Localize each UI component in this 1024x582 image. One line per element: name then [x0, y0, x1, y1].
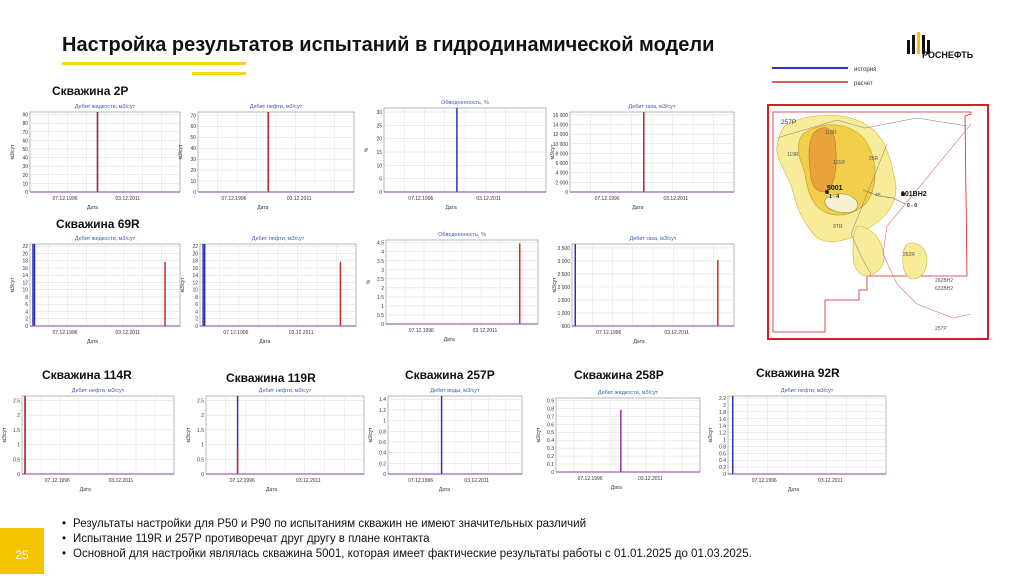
y-tick-label: 0.8 [547, 406, 554, 413]
y-tick-label: 2.5 [197, 398, 204, 405]
y-tick-label: 10 [376, 163, 382, 170]
logo-text: РОСНЕФТЬ [922, 50, 974, 60]
x-tick-label: 07.12.1996 [596, 330, 622, 336]
y-tick-label: 0.7 [547, 414, 554, 421]
chart-92r-oil-rate [706, 384, 890, 496]
y-tick-label: 90 [22, 112, 28, 119]
legend-history-label: история [854, 67, 877, 73]
y-tick-label: 0 [381, 322, 384, 328]
chart-title: Дебит газа, м3/сут [629, 236, 677, 242]
y-tick-label: 3 [381, 267, 384, 274]
y-tick-label: 3.5 [377, 258, 384, 265]
y-tick-label: 0.4 [547, 438, 554, 445]
x-tick-label: 03.12.2011 [464, 478, 490, 484]
x-axis-label: Дата [632, 205, 644, 211]
chart-title: Обводненность, % [441, 100, 489, 106]
reservoir-map [767, 104, 989, 340]
y-tick-label: 70 [22, 129, 28, 136]
x-tick-label: 07.12.1996 [229, 478, 255, 484]
y-tick-label: 0 [25, 324, 28, 330]
y-tick-label: 2.2 [719, 396, 726, 403]
y-tick-label: 60 [190, 124, 196, 131]
y-tick-label: 15 [376, 150, 382, 156]
y-tick-label: 14 000 [552, 122, 568, 129]
y-tick-label: 1 [381, 303, 384, 310]
legend-calc-label: расчет [854, 81, 873, 87]
y-tick-label: 12 [192, 280, 198, 287]
y-axis-label: м3/сут [10, 277, 16, 293]
y-tick-label: 4 000 [555, 170, 568, 177]
chart-69r-oil-rate [178, 232, 360, 348]
y-tick-label: 1.2 [379, 407, 386, 414]
y-tick-label: 6 [25, 302, 28, 309]
y-tick-label: 4 [25, 309, 28, 316]
chart-title: Дебит воды, м3/сут [430, 388, 480, 394]
chart-title: Дебит нефти, м3/сут [258, 388, 312, 394]
y-tick-label: 1.6 [719, 416, 726, 423]
chart-title: Дебит нефти, м3/сут [780, 388, 834, 394]
y-tick-label: 2.5 [13, 398, 20, 405]
map-label-633bn2: 633ВН2 [935, 286, 954, 292]
y-tick-label: 0 [565, 190, 568, 196]
y-tick-label: 600 [561, 324, 570, 330]
x-tick-label: 03.12.2011 [476, 196, 501, 202]
y-tick-label: 0.2 [719, 465, 726, 472]
x-tick-label: 03.12.2011 [818, 478, 843, 484]
bullet-item: • Результаты настройки для Р50 и Р90 по испытаниям скважин не имеют значительных различий [62, 518, 586, 530]
y-tick-label: 1 [201, 442, 204, 449]
y-tick-label: 2 [195, 316, 198, 323]
y-tick-label: 10 [22, 181, 28, 188]
x-tick-label: 03.12.2011 [115, 196, 141, 202]
x-tick-label: 07.12.1996 [751, 478, 777, 484]
y-tick-label: 0 [195, 324, 198, 330]
y-tick-label: 18 [192, 258, 198, 265]
y-tick-label: 14 [22, 273, 28, 280]
y-tick-label: 1.4 [379, 397, 386, 404]
y-axis-label: % [366, 279, 372, 285]
y-axis-label: м3/сут [536, 427, 542, 443]
x-tick-label: 03.12.2011 [638, 476, 663, 482]
x-axis-label: Дата [610, 485, 622, 491]
y-tick-label: 1.5 [377, 294, 384, 301]
y-tick-label: 1.4 [719, 423, 726, 430]
bullet-item: • Основной для настройки являлась скважина 5001, которая имеет фактические результаты работы с 01.01.2025 до 01.03.2025. [62, 548, 752, 560]
y-tick-label: 1.8 [719, 409, 726, 416]
y-tick-label: 30 [376, 110, 382, 116]
y-tick-label: 10 [190, 179, 196, 186]
y-tick-label: 2 [723, 402, 726, 409]
y-tick-label: 0 [723, 472, 726, 478]
y-tick-label: 8 [195, 294, 198, 301]
y-axis-label: м3/сут [180, 277, 186, 293]
map-label-257p-top: 257P [781, 119, 797, 126]
y-tick-label: 20 [22, 172, 28, 179]
well-label-257p: Скважина 257Р [405, 368, 495, 382]
y-tick-label: 20 [190, 168, 196, 175]
map-label-101bn2: 101ВН2 [901, 191, 927, 198]
y-tick-label: 60 [22, 138, 28, 145]
y-tick-label: 0.1 [547, 462, 554, 469]
x-tick-label: 03.12.2011 [663, 196, 689, 202]
y-axis-label: м3/сут [552, 277, 558, 293]
chart-69r-gas-rate [550, 232, 738, 348]
x-tick-label: 07.12.1996 [223, 330, 249, 336]
y-tick-label: 8 000 [555, 151, 568, 158]
x-tick-label: 03.12.2011 [115, 330, 141, 336]
x-tick-label: 07.12.1996 [577, 476, 603, 482]
bullet-item: • Испытание 119R и 257Р противоречат друг другу в плане контакта [62, 533, 429, 545]
y-tick-label: 12 000 [552, 132, 568, 139]
y-tick-label: 30 [22, 164, 28, 171]
y-tick-label: 4 [381, 249, 384, 256]
y-tick-label: 1 [383, 418, 386, 425]
y-axis-label: м3/сут [2, 427, 8, 443]
page-title: Настройка результатов испытаний в гидродинамической модели [62, 34, 715, 56]
chart-title: Дебит нефти, м3/сут [249, 104, 303, 110]
map-label-9r: 9TR [833, 224, 843, 230]
y-tick-label: 20 [192, 251, 198, 258]
y-tick-label: 3 000 [557, 258, 570, 265]
map-label-119r: 119R [787, 152, 799, 158]
y-tick-label: 2 [201, 413, 204, 420]
x-tick-label: 07.12.1996 [52, 196, 78, 202]
y-tick-label: 0 [25, 190, 28, 196]
y-tick-label: 0 [379, 190, 382, 196]
chart-2p-gas-rate [548, 100, 738, 214]
x-tick-label: 07.12.1996 [52, 330, 78, 336]
y-tick-label: 10 [192, 287, 198, 294]
y-tick-label: 2 000 [557, 284, 570, 291]
x-axis-label: Дата [257, 205, 269, 211]
y-tick-label: 2 000 [555, 180, 568, 187]
map-label-5001-sub: 1 - 4 [829, 194, 840, 200]
x-tick-label: 03.12.2011 [664, 330, 689, 336]
y-tick-label: 0.9 [547, 398, 554, 405]
chart-2p-oil-rate [176, 100, 358, 214]
y-tick-label: 0.6 [719, 451, 726, 458]
y-tick-label: 1 000 [557, 310, 570, 317]
y-tick-label: 10 000 [552, 141, 568, 148]
chart-title: Дебит нефти, м3/сут [71, 388, 125, 394]
x-axis-label: Дата [259, 339, 271, 345]
map-label-118r: 118R [825, 130, 837, 136]
y-tick-label: 0.5 [377, 312, 384, 319]
chart-title: Дебит жидкости, м3/сут [74, 104, 136, 110]
map-label-101r: 101R [833, 160, 845, 166]
y-tick-label: 20 [22, 251, 28, 258]
y-tick-label: 2 [381, 285, 384, 292]
y-tick-label: 0.2 [547, 454, 554, 461]
y-tick-label: 22 [192, 244, 198, 251]
y-tick-label: 40 [22, 155, 28, 162]
y-tick-label: 0.4 [719, 458, 726, 465]
map-label-101bn2-sub: 0 - 0 [907, 203, 918, 209]
x-tick-label: 03.12.2011 [288, 330, 314, 336]
chart-258p-liquid-rate [534, 386, 704, 494]
x-tick-label: 07.12.1996 [594, 196, 620, 202]
x-axis-label: Дата [79, 487, 91, 493]
y-tick-label: 0.5 [13, 457, 20, 464]
map-label-262bn2: 262ВН2 [935, 278, 954, 284]
x-tick-label: 03.12.2011 [108, 478, 134, 484]
y-tick-label: 0.5 [197, 457, 204, 464]
map-label-5001: 5001 [827, 185, 843, 192]
map-label-25r: 25R [869, 156, 879, 162]
y-axis-label: м3/сут [708, 427, 714, 443]
chart-69r-watercut [364, 228, 542, 346]
chart-2p-watercut [362, 96, 550, 214]
x-tick-label: 07.12.1996 [44, 478, 70, 484]
y-tick-label: 16 [192, 265, 198, 272]
chart-114r-oil-rate [0, 384, 178, 496]
y-axis-label: % [364, 147, 370, 153]
y-tick-label: 6 [195, 302, 198, 309]
y-tick-label: 70 [190, 113, 196, 120]
y-tick-label: 1.5 [197, 427, 204, 434]
y-tick-label: 6 000 [555, 161, 568, 168]
y-tick-label: 4 [195, 309, 198, 316]
y-tick-label: 0 [193, 190, 196, 196]
title-underline [62, 62, 246, 65]
y-tick-label: 3 500 [557, 245, 570, 252]
y-tick-label: 2 500 [557, 271, 570, 278]
chart-title: Дебит нефти, м3/сут [251, 236, 305, 242]
x-tick-label: 07.12.1996 [408, 196, 434, 202]
y-tick-label: 0.6 [379, 439, 386, 446]
y-axis-label: м3/сут [178, 144, 184, 160]
y-tick-label: 1.2 [719, 430, 726, 437]
y-tick-label: 1 [17, 442, 20, 449]
y-tick-label: 4.5 [377, 240, 384, 247]
x-axis-label: Дата [633, 339, 645, 345]
rosneft-logo [904, 30, 994, 64]
chart-title: Обводненность, % [438, 232, 486, 238]
x-axis-label: Дата [445, 205, 457, 211]
chart-119r-oil-rate [184, 384, 368, 496]
y-axis-label: м3/сут [368, 427, 374, 443]
well-label-92r: Скважина 92R [756, 366, 840, 380]
y-tick-label: 5 [379, 176, 382, 183]
map-legend [768, 60, 908, 90]
y-tick-label: 0 [17, 472, 20, 478]
y-tick-label: 20 [376, 136, 382, 143]
y-tick-label: 0.5 [547, 430, 554, 437]
y-tick-label: 0.2 [379, 461, 386, 468]
x-tick-label: 07.12.1996 [408, 478, 434, 484]
chart-257p-water-rate [366, 384, 526, 496]
y-tick-label: 2.5 [377, 276, 384, 283]
x-tick-label: 03.12.2011 [472, 328, 498, 334]
x-tick-label: 07.12.1996 [408, 328, 434, 334]
y-tick-label: 18 [22, 258, 28, 265]
y-tick-label: 12 [22, 280, 28, 287]
y-tick-label: 0.3 [547, 446, 554, 453]
well-label-119r: Скважина 119R [226, 371, 316, 385]
y-axis-label: м3/сут [550, 144, 556, 160]
y-tick-label: 1 500 [557, 297, 570, 304]
y-tick-label: 1.5 [13, 427, 20, 434]
x-tick-label: 03.12.2011 [296, 478, 321, 484]
y-tick-label: 16 [22, 265, 28, 272]
y-tick-label: 0 [551, 470, 554, 476]
x-tick-label: 07.12.1996 [221, 196, 247, 202]
well-label-69r: Скважина 69R [56, 217, 140, 231]
y-tick-label: 25 [376, 123, 382, 130]
chart-title: Дебит жидкости, м3/сут [597, 390, 659, 396]
y-tick-label: 0.6 [547, 422, 554, 429]
chart-title: Дебит жидкости, м3/сут [74, 236, 136, 242]
title-underline-short [192, 72, 246, 75]
map-label-257p-bottom: 257P [935, 326, 947, 332]
y-tick-label: 1 [723, 437, 726, 444]
y-tick-label: 0.8 [719, 444, 726, 451]
x-axis-label: Дата [443, 337, 455, 343]
chart-2p-liquid-rate [8, 100, 184, 214]
y-tick-label: 8 [25, 294, 28, 301]
x-tick-label: 03.12.2011 [286, 196, 312, 202]
y-axis-label: м3/сут [10, 144, 16, 160]
y-tick-label: 0.4 [379, 450, 386, 457]
x-axis-label: Дата [87, 339, 99, 345]
y-tick-label: 80 [22, 121, 28, 128]
well-label-2p: Скважина 2Р [52, 84, 129, 98]
well-label-258p: Скважина 258Р [574, 368, 664, 382]
y-tick-label: 2 [25, 316, 28, 323]
y-tick-label: 10 [22, 287, 28, 294]
x-axis-label: Дата [87, 205, 99, 211]
x-axis-label: Дата [438, 487, 450, 493]
well-label-114r: Скважина 114R [42, 368, 132, 382]
y-tick-label: 50 [22, 146, 28, 153]
map-label-262r: 262R [903, 252, 915, 258]
map-label-4r: 4R [875, 192, 881, 197]
y-tick-label: 2 [17, 413, 20, 420]
y-tick-label: 16 000 [552, 112, 568, 119]
y-tick-label: 0 [201, 472, 204, 478]
y-tick-label: 14 [192, 273, 198, 280]
y-tick-label: 50 [190, 135, 196, 142]
y-tick-label: 0.8 [379, 429, 386, 436]
y-tick-label: 40 [190, 146, 196, 153]
x-axis-label: Дата [788, 487, 800, 493]
y-tick-label: 0 [383, 472, 386, 478]
chart-69r-liquid-rate [8, 232, 184, 348]
x-axis-label: Дата [266, 487, 278, 493]
chart-title: Дебит газа, м3/сут [628, 104, 676, 110]
y-axis-label: м3/сут [186, 427, 192, 443]
y-tick-label: 30 [190, 157, 196, 164]
page-number: 25 [0, 528, 44, 574]
y-tick-label: 22 [22, 244, 28, 251]
